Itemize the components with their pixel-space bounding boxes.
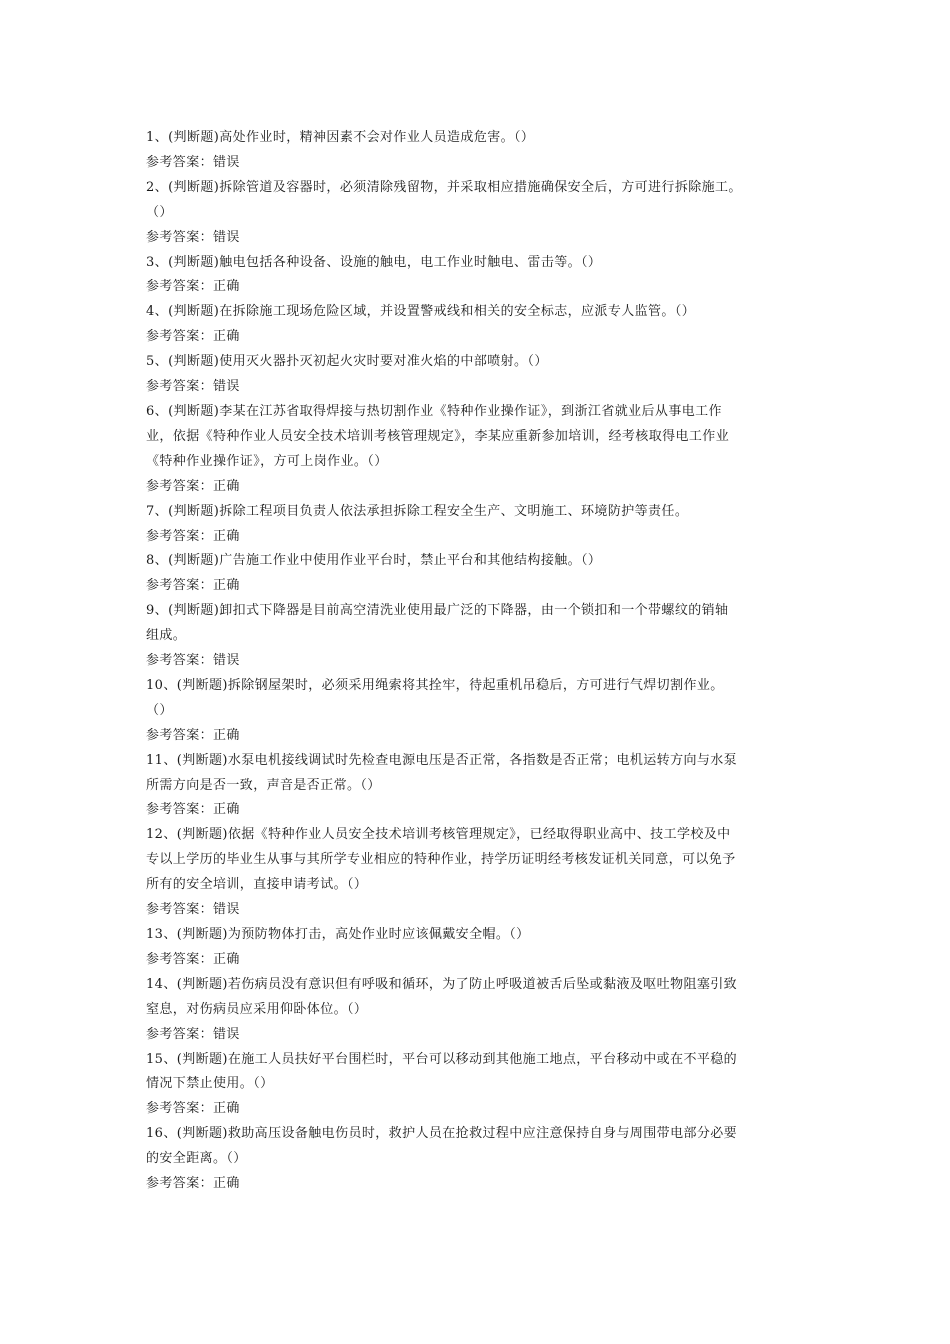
answer-text: 参考答案：正确 bbox=[146, 1101, 240, 1117]
question-item bbox=[146, 973, 822, 1048]
question-item bbox=[146, 823, 822, 923]
question-text-line: 15、(判断题)在施工人员扶好平台围栏时，平台可以移动到其他施工地点，平台移动中或在不平稳的 bbox=[146, 1051, 738, 1067]
answer-text: 参考答案：正确 bbox=[146, 727, 240, 743]
question-text-line: 《特种作业操作证》，方可上岗作业。（） bbox=[146, 453, 388, 469]
question-text-line: 4、(判断题)在拆除施工现场危险区域，并设置警戒线和相关的安全标志，应派专人监管。（） bbox=[146, 304, 696, 320]
answer-text: 参考答案：错误 bbox=[146, 154, 240, 170]
question-item bbox=[146, 1048, 822, 1123]
question-item bbox=[146, 251, 822, 301]
question-text-line: 5、(判断题)使用灭火器扑灭初起火灾时要对准火焰的中部喷射。（） bbox=[146, 354, 548, 370]
question-list bbox=[146, 126, 822, 1197]
question-text-line: 10、(判断题)拆除钢屋架时，必须采用绳索将其拴牢，待起重机吊稳后，方可进行气焊切割作业。 bbox=[146, 677, 724, 693]
answer-text: 参考答案：错误 bbox=[146, 379, 240, 395]
question-text-line: 6、(判断题)李某在江苏省取得焊接与热切割作业《特种作业操作证》，到浙江省就业后从事电工作 bbox=[146, 403, 722, 419]
question-item bbox=[146, 500, 822, 550]
answer-text: 参考答案：正确 bbox=[146, 951, 240, 967]
question-text-line: 14、(判断题)若伤病员没有意识但有呼吸和循环，为了防止呼吸道被舌后坠或黏液及呕吐物阻塞引致 bbox=[146, 976, 738, 992]
question-text-line: 12、(判断题)依据《特种作业人员安全技术培训考核管理规定》，已经取得职业高中、技工学校及中 bbox=[146, 827, 731, 843]
question-text-line: 的安全距离。（） bbox=[146, 1151, 247, 1167]
answer-text: 参考答案：错误 bbox=[146, 902, 240, 918]
question-item bbox=[146, 923, 822, 973]
answer-text: 参考答案：正确 bbox=[146, 279, 240, 295]
question-item bbox=[146, 176, 822, 251]
answer-text: 参考答案：正确 bbox=[146, 329, 240, 345]
answer-text: 参考答案：错误 bbox=[146, 1026, 240, 1042]
question-text-line: 1、(判断题)高处作业时，精神因素不会对作业人员造成危害。（） bbox=[146, 130, 535, 145]
question-text-line: （） bbox=[146, 702, 173, 718]
answer-text: 参考答案：正确 bbox=[146, 802, 240, 818]
question-item bbox=[146, 350, 822, 400]
question-item bbox=[146, 126, 822, 176]
answer-text: 参考答案：错误 bbox=[146, 653, 240, 669]
question-text-line: 窒息，对伤病员应采用仰卧体位。（） bbox=[146, 1001, 368, 1017]
question-text-line: 业，依据《特种作业人员安全技术培训考核管理规定》，李某应重新参加培训，经考核取得电工作业 bbox=[146, 428, 730, 444]
question-text-line: 16、(判断题)救助高压设备触电伤员时，救护人员在抢救过程中应注意保持自身与周围带电部分必要 bbox=[146, 1126, 738, 1142]
question-text-line: 专以上学历的毕业生从事与其所学专业相应的特种作业，持学历证明经考核发证机关同意，可以免予 bbox=[146, 852, 736, 868]
question-text-line: 情况下禁止使用。（） bbox=[146, 1076, 274, 1092]
question-item bbox=[146, 599, 822, 674]
question-text-line: （） bbox=[146, 204, 173, 220]
question-text-line: 8、(判断题)广告施工作业中使用作业平台时，禁止平台和其他结构接触。（） bbox=[146, 553, 602, 569]
question-text-line: 所需方向是否一致，声音是否正常。（） bbox=[146, 777, 381, 793]
answer-text: 参考答案：错误 bbox=[146, 229, 240, 245]
question-item bbox=[146, 300, 822, 350]
question-text-line: 13、(判断题)为预防物体打击，高处作业时应该佩戴安全帽。（） bbox=[146, 927, 530, 942]
question-item bbox=[146, 400, 822, 500]
question-item bbox=[146, 1122, 822, 1197]
answer-text: 参考答案：正确 bbox=[146, 528, 240, 544]
question-text-line: 组成。 bbox=[146, 628, 187, 644]
question-item bbox=[146, 749, 822, 824]
question-text-line: 所有的安全培训，直接申请考试。（） bbox=[146, 877, 368, 893]
question-text-line: 3、(判断题)触电包括各种设备、设施的触电，电工作业时触电、雷击等。（） bbox=[146, 254, 602, 270]
answer-text: 参考答案：正确 bbox=[146, 578, 240, 594]
question-item bbox=[146, 549, 822, 599]
answer-text: 参考答案：正确 bbox=[146, 478, 240, 494]
question-text-line: 2、(判断题)拆除管道及容器时，必须清除残留物，并采取相应措施确保安全后，方可进行拆除施工。 bbox=[146, 179, 742, 195]
question-text-line: 11、(判断题)水泵电机接线调试时先检查电源电压是否正常，各指数是否正常；电机运转方向与水泵 bbox=[146, 752, 738, 768]
question-item bbox=[146, 674, 822, 749]
question-text-line: 7、(判断题)拆除工程项目负责人依法承担拆除工程安全生产、文明施工、环境防护等责任。 bbox=[146, 503, 689, 519]
question-text-line: 9、(判断题)卸扣式下降器是目前高空清洗业使用最广泛的下降器，由一个锁扣和一个带螺纹的销轴 bbox=[146, 603, 729, 619]
answer-text: 参考答案：正确 bbox=[146, 1176, 240, 1192]
